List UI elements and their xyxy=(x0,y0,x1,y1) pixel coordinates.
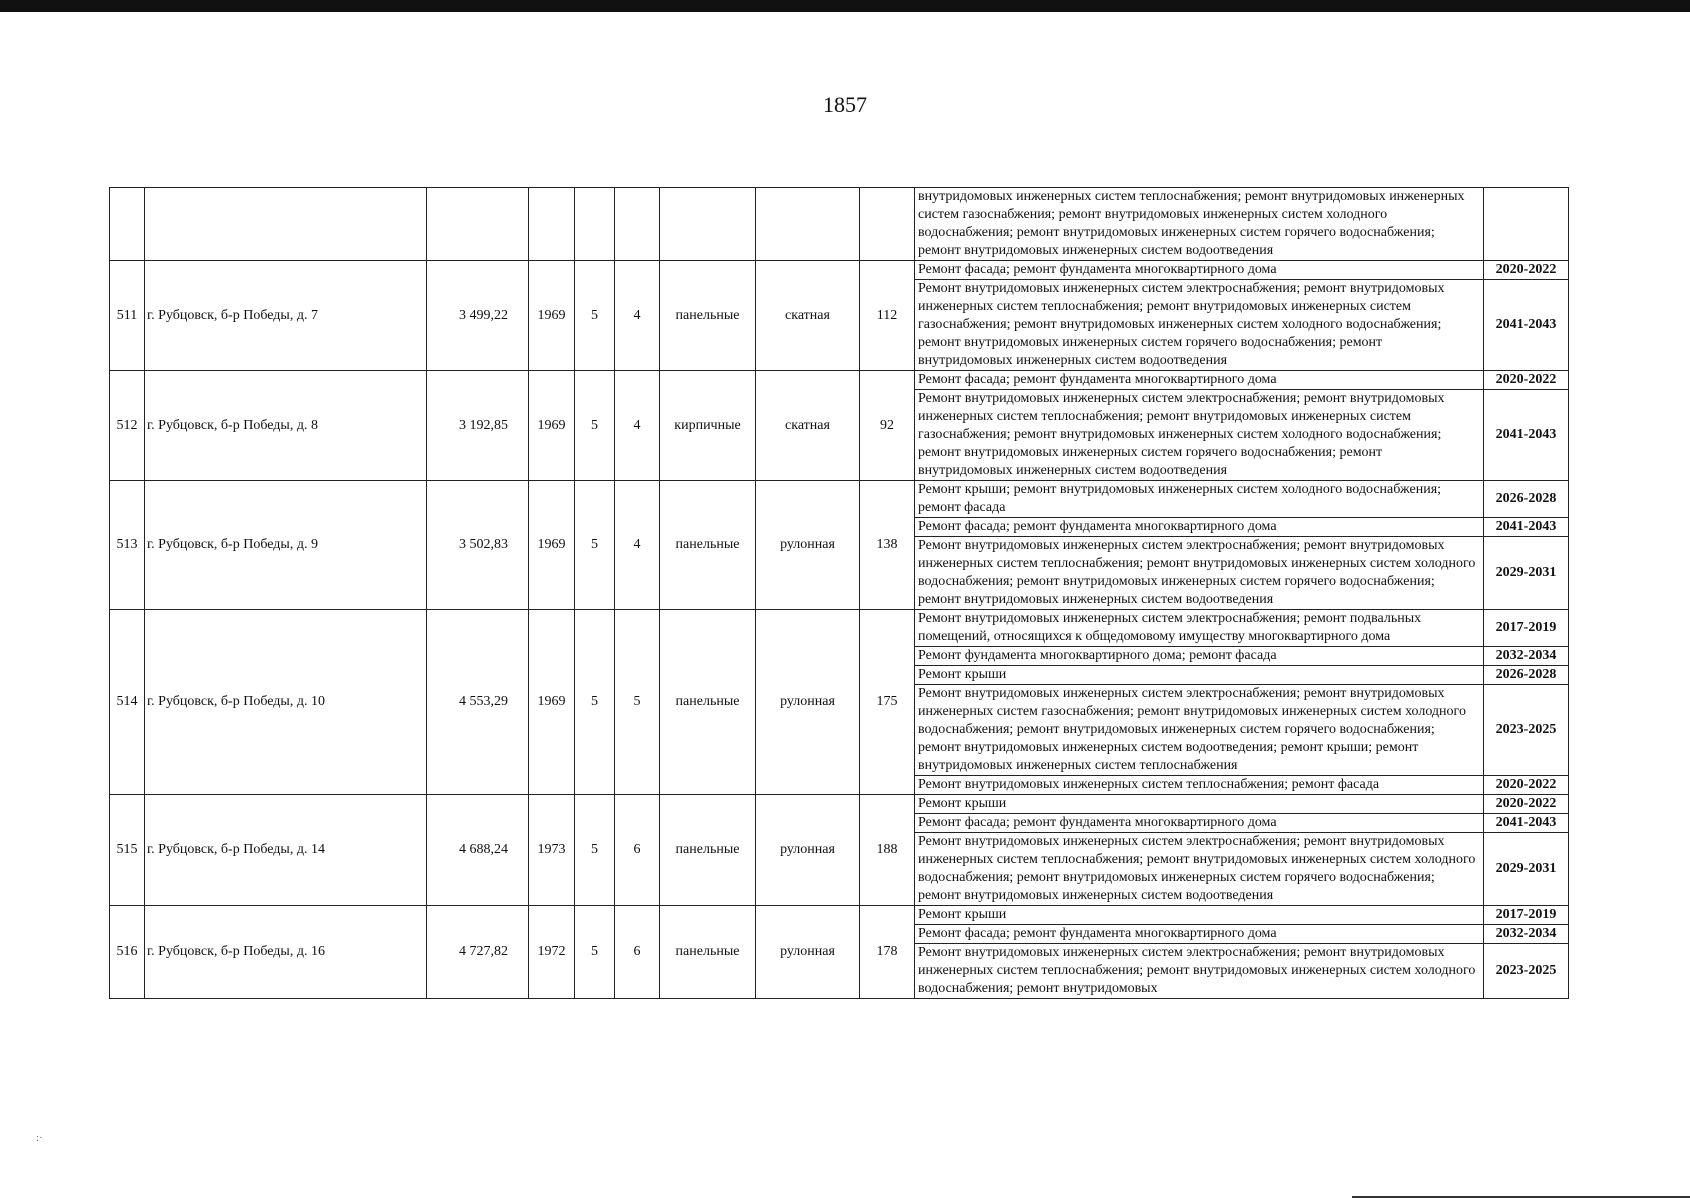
table-row xyxy=(110,371,1569,390)
cell-walls: панельные xyxy=(660,795,756,906)
cell-year: 1969 xyxy=(529,261,575,371)
cell-works: Ремонт крыши; ремонт внутридомовых инженерных систем холодного водоснабжения; ремонт фасада xyxy=(915,481,1484,518)
cell-works: Ремонт крыши xyxy=(915,795,1484,814)
cell-entrances xyxy=(615,188,660,261)
cell-period: 2020-2022 xyxy=(1484,776,1569,795)
table-row xyxy=(110,906,1569,925)
cell-period: 2032-2034 xyxy=(1484,925,1569,944)
cell-period: 2029-2031 xyxy=(1484,833,1569,906)
cell-area: 3 192,85 xyxy=(427,371,529,481)
cell-year: 1972 xyxy=(529,906,575,999)
cell-works: внутридомовых инженерных систем теплоснабжения; ремонт внутридомовых инженерных систем газоснабжения; ремонт внутридомовых инженерных систем холодного водоснабжения; ремонт внутридомовых инженерных систем горячего водоснабжения; ремонт внутридомовых инженерных систем водоотведения xyxy=(915,188,1484,261)
cell-works: Ремонт внутридомовых инженерных систем электроснабжения; ремонт внутридомовых инженерных систем теплоснабжения; ремонт внутридомовых инженерных систем газоснабжения; ремонт внутридомовых инженерных систем холодного водоснабжения; ремонт внутридомовых инженерных систем горячего водоснабжения; ремонт внутридомовых инженерных систем водоотведения xyxy=(915,280,1484,371)
cell-period: 2032-2034 xyxy=(1484,647,1569,666)
cell-address: г. Рубцовск, б-р Победы, д. 7 xyxy=(145,261,427,371)
cell-year: 1973 xyxy=(529,795,575,906)
cell-address: г. Рубцовск, б-р Победы, д. 10 xyxy=(145,610,427,795)
cell-roof: скатная xyxy=(756,371,860,481)
cell-year: 1969 xyxy=(529,610,575,795)
cell-address: г. Рубцовск, б-р Победы, д. 8 xyxy=(145,371,427,481)
cell-works: Ремонт фасада; ремонт фундамента многоквартирного дома xyxy=(915,814,1484,833)
cell-floors: 5 xyxy=(575,261,615,371)
table-body xyxy=(110,188,1569,999)
cell-year xyxy=(529,188,575,261)
cell-walls: кирпичные xyxy=(660,371,756,481)
cell-num: 512 xyxy=(110,371,145,481)
cell-roof: рулонная xyxy=(756,610,860,795)
cell-area: 3 499,22 xyxy=(427,261,529,371)
cell-works: Ремонт внутридомовых инженерных систем электроснабжения; ремонт внутридомовых инженерных систем теплоснабжения; ремонт внутридомовых инженерных систем холодного водоснабжения; ремонт внутридомовых инженерных систем горячего водоснабжения; ремонт внутридомовых инженерных систем водоотведения xyxy=(915,833,1484,906)
cell-period: 2020-2022 xyxy=(1484,261,1569,280)
cell-entrances: 4 xyxy=(615,481,660,610)
cell-address xyxy=(145,188,427,261)
cell-walls: панельные xyxy=(660,906,756,999)
table-row xyxy=(110,610,1569,647)
cell-period: 2029-2031 xyxy=(1484,537,1569,610)
cell-residents: 188 xyxy=(860,795,915,906)
cell-num: 516 xyxy=(110,906,145,999)
cell-roof: рулонная xyxy=(756,481,860,610)
cell-num: 515 xyxy=(110,795,145,906)
cell-floors: 5 xyxy=(575,906,615,999)
cell-walls: панельные xyxy=(660,481,756,610)
cell-num: 511 xyxy=(110,261,145,371)
cell-works: Ремонт крыши xyxy=(915,906,1484,925)
cell-period: 2023-2025 xyxy=(1484,685,1569,776)
cell-num xyxy=(110,188,145,261)
cell-works: Ремонт крыши xyxy=(915,666,1484,685)
cell-period: 2026-2028 xyxy=(1484,481,1569,518)
cell-period: 2041-2043 xyxy=(1484,390,1569,481)
cell-period: 2020-2022 xyxy=(1484,795,1569,814)
cell-floors: 5 xyxy=(575,610,615,795)
scan-top-border xyxy=(0,0,1690,12)
cell-entrances: 4 xyxy=(615,371,660,481)
cell-walls xyxy=(660,188,756,261)
cell-roof: рулонная xyxy=(756,795,860,906)
page-number: 1857 xyxy=(823,92,867,117)
scan-bottom-rule xyxy=(1352,1196,1690,1198)
cell-period: 2026-2028 xyxy=(1484,666,1569,685)
cell-entrances: 5 xyxy=(615,610,660,795)
cell-roof: рулонная xyxy=(756,906,860,999)
cell-residents: 92 xyxy=(860,371,915,481)
cell-works: Ремонт фасада; ремонт фундамента многоквартирного дома xyxy=(915,261,1484,280)
cell-residents: 178 xyxy=(860,906,915,999)
cell-works: Ремонт фундамента многоквартирного дома; ремонт фасада xyxy=(915,647,1484,666)
cell-residents: 138 xyxy=(860,481,915,610)
cell-floors xyxy=(575,188,615,261)
cell-residents: 175 xyxy=(860,610,915,795)
cell-entrances: 6 xyxy=(615,906,660,999)
cell-walls: панельные xyxy=(660,610,756,795)
cell-area: 4 553,29 xyxy=(427,610,529,795)
cell-residents xyxy=(860,188,915,261)
cell-floors: 5 xyxy=(575,481,615,610)
repair-schedule-table xyxy=(109,187,1569,999)
cell-roof xyxy=(756,188,860,261)
cell-area: 3 502,83 xyxy=(427,481,529,610)
cell-num: 513 xyxy=(110,481,145,610)
cell-works: Ремонт внутридомовых инженерных систем электроснабжения; ремонт внутридомовых инженерных систем теплоснабжения; ремонт внутридомовых инженерных систем холодного водоснабжения; ремонт внутридомовых xyxy=(915,944,1484,999)
cell-roof: скатная xyxy=(756,261,860,371)
continuation-row xyxy=(110,188,1569,261)
cell-num: 514 xyxy=(110,610,145,795)
cell-works: Ремонт фасада; ремонт фундамента многоквартирного дома xyxy=(915,518,1484,537)
cell-area: 4 688,24 xyxy=(427,795,529,906)
cell-area xyxy=(427,188,529,261)
cell-works: Ремонт внутридомовых инженерных систем электроснабжения; ремонт внутридомовых инженерных систем газоснабжения; ремонт внутридомовых инженерных систем холодного водоснабжения; ремонт внутридомовых инженерных систем горячего водоснабжения; ремонт внутридомовых инженерных систем водоотведения; ремонт крыши; ремонт внутридомовых инженерных систем теплоснабжения xyxy=(915,685,1484,776)
cell-period: 2023-2025 xyxy=(1484,944,1569,999)
cell-period: 2017-2019 xyxy=(1484,610,1569,647)
cell-works: Ремонт внутридомовых инженерных систем электроснабжения; ремонт подвальных помещений, относящихся к общедомовому имуществу многоквартирного дома xyxy=(915,610,1484,647)
cell-period: 2041-2043 xyxy=(1484,814,1569,833)
cell-year: 1969 xyxy=(529,481,575,610)
cell-floors: 5 xyxy=(575,795,615,906)
cell-residents: 112 xyxy=(860,261,915,371)
cell-works: Ремонт внутридомовых инженерных систем электроснабжения; ремонт внутридомовых инженерных систем теплоснабжения; ремонт внутридомовых инженерных систем холодного водоснабжения; ремонт внутридомовых инженерных систем горячего водоснабжения; ремонт внутридомовых инженерных систем водоотведения xyxy=(915,537,1484,610)
cell-address: г. Рубцовск, б-р Победы, д. 9 xyxy=(145,481,427,610)
cell-entrances: 6 xyxy=(615,795,660,906)
cell-year: 1969 xyxy=(529,371,575,481)
cell-works: Ремонт внутридомовых инженерных систем теплоснабжения; ремонт фасада xyxy=(915,776,1484,795)
cell-works: Ремонт внутридомовых инженерных систем электроснабжения; ремонт внутридомовых инженерных систем теплоснабжения; ремонт внутридомовых инженерных систем газоснабжения; ремонт внутридомовых инженерных систем холодного водоснабжения; ремонт внутридомовых инженерных систем горячего водоснабжения; ремонт внутридомовых инженерных систем водоотведения xyxy=(915,390,1484,481)
table-row xyxy=(110,261,1569,280)
cell-address: г. Рубцовск, б-р Победы, д. 14 xyxy=(145,795,427,906)
cell-period: 2041-2043 xyxy=(1484,518,1569,537)
cell-works: Ремонт фасада; ремонт фундамента многоквартирного дома xyxy=(915,925,1484,944)
cell-period: 2017-2019 xyxy=(1484,906,1569,925)
cell-period: 2041-2043 xyxy=(1484,280,1569,371)
cell-works: Ремонт фасада; ремонт фундамента многоквартирного дома xyxy=(915,371,1484,390)
cell-floors: 5 xyxy=(575,371,615,481)
margin-mark: :· xyxy=(36,1132,43,1144)
cell-entrances: 4 xyxy=(615,261,660,371)
cell-area: 4 727,82 xyxy=(427,906,529,999)
table-row xyxy=(110,795,1569,814)
cell-period: 2020-2022 xyxy=(1484,371,1569,390)
table-row xyxy=(110,481,1569,518)
cell-period xyxy=(1484,188,1569,261)
cell-address: г. Рубцовск, б-р Победы, д. 16 xyxy=(145,906,427,999)
cell-walls: панельные xyxy=(660,261,756,371)
